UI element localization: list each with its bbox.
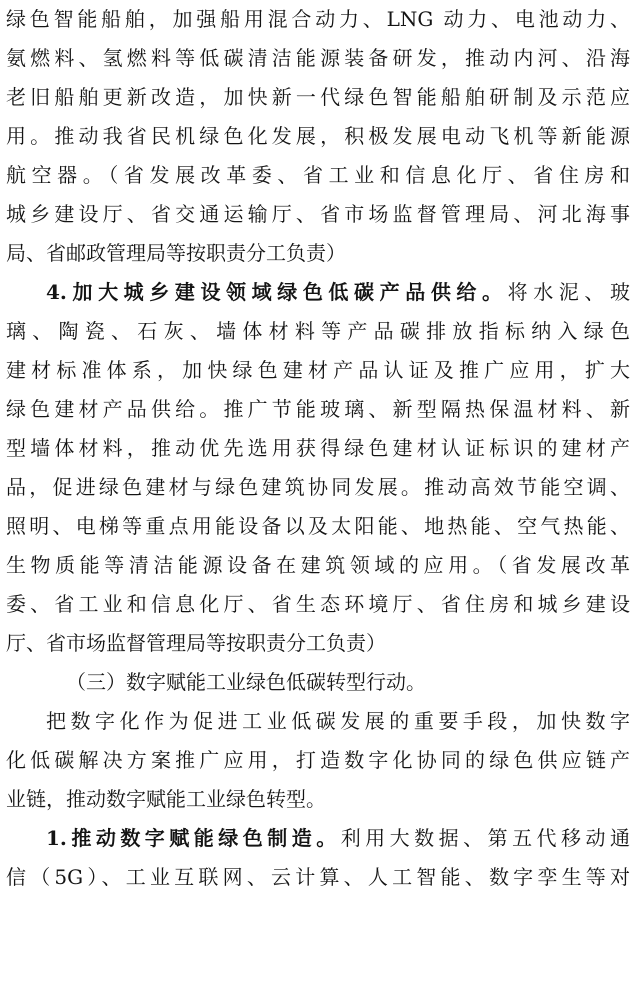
text-line: 用。推动我省民机绿色化发展，积极发展电动飞机等新能源 <box>6 124 630 148</box>
text-line: 品，促进绿色建材与绿色建筑协同发展。推动高效节能空调、 <box>6 475 630 499</box>
text-line: 建材标准体系，加快绿色建材产品认证及推广应用，扩大 <box>6 358 630 382</box>
paragraph-digital-intro <box>6 702 630 819</box>
text-line: 化低碳解决方案推广应用，打造数字化协同的绿色供应链产 <box>6 748 630 772</box>
paragraph-digital-manufacturing <box>6 819 630 897</box>
text-line: 业链，推动数字赋能工业绿色转型。 <box>6 787 326 811</box>
text-line: 璃、陶瓷、石灰、墙体材料等产品碳排放指标纳入绿色 <box>6 319 630 343</box>
section-heading-3 <box>6 663 630 702</box>
text-line <box>6 273 630 312</box>
paragraph-ship-aviation <box>6 0 630 273</box>
item-heading-rest: 利用大数据、第五代移动通 <box>340 826 631 850</box>
text-line: 老旧船舶更新改造，加快新一代绿色智能船舶研制及示范应 <box>6 85 630 109</box>
text-line: 局、省邮政管理局等按职责分工负责） <box>6 241 346 265</box>
text-line: 航空器。（省发展改革委、省工业和信息化厅、省住房和 <box>6 163 630 187</box>
text-line: 绿色建材产品供给。推广节能玻璃、新型隔热保温材料、新 <box>6 397 630 421</box>
text-line: 信（5G）、工业互联网、云计算、人工智能、数字孪生等对 <box>6 865 630 889</box>
text-line: 照明、电梯等重点用能设备以及太阳能、地热能、空气热能、 <box>6 514 630 538</box>
text-line: 生物质能等清洁能源设备在建筑领域的应用。（省发展改革 <box>6 553 630 577</box>
section-title: （三）数字赋能工业绿色低碳转型行动。 <box>66 670 426 694</box>
text-line: 厅、省市场监督管理局等按职责分工负责） <box>6 631 386 655</box>
text-line: 把数字化作为促进工业低碳发展的重要手段，加快数字 <box>46 709 630 733</box>
item-heading: 4.加大城乡建设领域绿色低碳产品供给。 <box>46 280 508 304</box>
item-heading: 1.推动数字赋能绿色制造。 <box>46 826 341 850</box>
text-line: 绿色智能船舶，加强船用混合动力、LNG 动力、电池动力、 <box>6 7 630 31</box>
text-line <box>6 819 630 858</box>
text-line: 委、省工业和信息化厅、省生态环境厅、省住房和城乡建设 <box>6 592 630 616</box>
text-line: 氨燃料、氢燃料等低碳清洁能源装备研发，推动内河、沿海 <box>6 46 630 70</box>
document-page <box>6 0 630 897</box>
item-heading-rest: 将水泥、玻 <box>507 280 630 304</box>
text-line: 型墙体材料，推动优先选用获得绿色建材认证标识的建材产 <box>6 436 630 460</box>
paragraph-building-supply <box>6 273 630 663</box>
text-line: 城乡建设厅、省交通运输厅、省市场监督管理局、河北海事 <box>6 202 630 226</box>
